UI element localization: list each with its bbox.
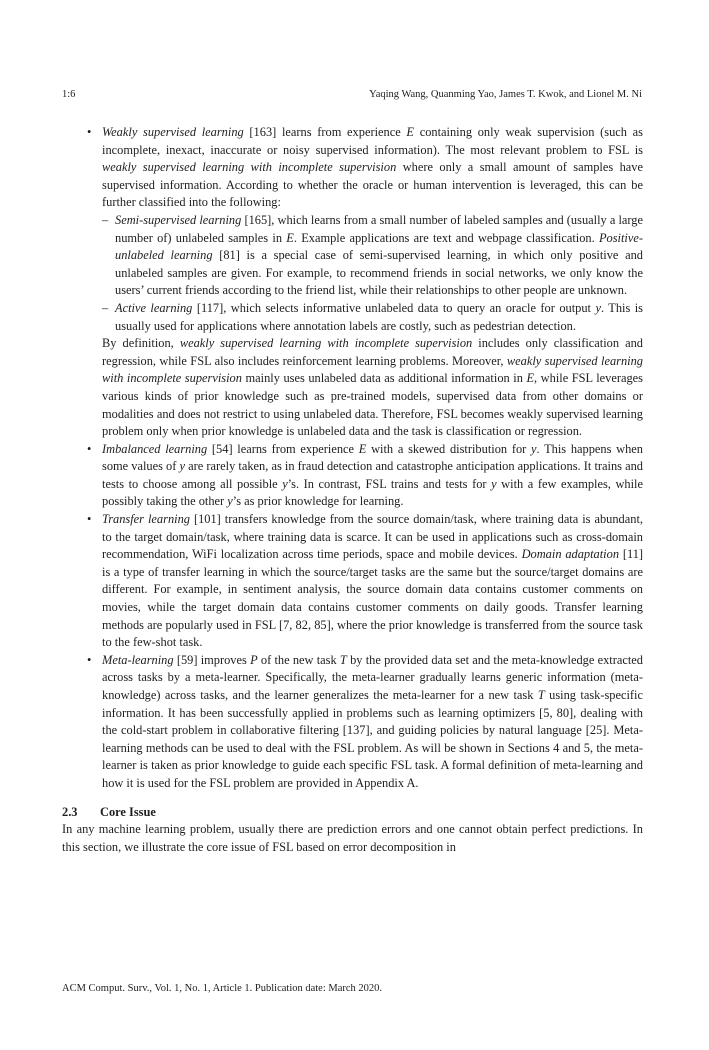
emphasis-incomplete-supervision: weakly supervised learning with incomplete supervision xyxy=(102,160,397,175)
term-weakly-supervised-learning: Weakly supervised learning xyxy=(102,125,244,139)
bullet-text: Transfer learning [101] transfers knowledge from the source domain/task, where training data is abundant, to the target domain/task, where training data is scarce. It can be used in applications such as cross-domain recommendation, WiFi localization across time periods, space and mobile devices. Domain adaptation [11] is a type of transfer learning in which the source/target tasks are the same but the source/target domains are different. For example, in sentiment analysis, the source domain data contains customer comments on movies, while the target domain data contains customer comments on daily goods. Transfer learning methods are popularly used in FSL [7, 82, 85], where the prior knowledge is transferred from the source task to the few-shot task. xyxy=(102,512,644,650)
page-footer: ACM Comput. Surv., Vol. 1, No. 1, Article 1. Publication date: March 2020. xyxy=(62,983,383,994)
sub-item-semi-supervised xyxy=(62,212,643,300)
term-domain-adaptation: Domain adaptation xyxy=(521,547,620,562)
term-imbalanced-learning: Imbalanced learning xyxy=(102,441,208,456)
term-active-learning: Active learning xyxy=(115,300,193,315)
sub-item-text: Active learning [117], which selects informative unlabeled data to query an oracle for output y. This is usually used for applications where annotation labels are costly, such as pedestrian detection. xyxy=(115,300,643,333)
sub-item-text: Semi-supervised learning [165], which learns from a small number of labeled samples and (usually a large number of) unlabeled samples in E. Example applications are text and webpage classification. Positive-unlabeled learning [81] is a special case of semi-supervised learning, in which only positive and unlabeled samples are given. For example, to recommend friends in social networks, we only know the users’ current friends according to the friend list, while their relationships to other people are unknown. xyxy=(115,212,644,298)
bullet-item-imbalanced-learning xyxy=(62,441,643,511)
bullet-text: Weakly supervised learning [163] learns from experience E containing only weak supervision (such as incomplete, inexact, inaccurate or noisy supervised information). The most relevant problem to FSL is weakly supervised learning with incomplete supervision where only a small amount of samples have supervised information. According to whether the oracle or human intervention is leveraged, this can be further classified into the following: xyxy=(102,125,644,210)
bullet-marker: • xyxy=(87,652,92,667)
section-heading xyxy=(62,804,643,822)
term-transfer-learning: Transfer learning xyxy=(102,512,190,527)
bullet-text: Imbalanced learning [54] learns from experience E with a skewed distribution for y. This happens when some values of y are rarely taken, as in fraud detection and catastrophe anticipation applications. It trains and tests to choose among all possible y’s. In contrast, FSL trains and tests for y with a few examples, while possibly taking the other y’s as prior knowledge for learning. xyxy=(102,441,643,509)
section-number: 2.3 xyxy=(62,804,78,819)
term-meta-learning: Meta-learning xyxy=(102,652,174,667)
page-number: 1:6 xyxy=(62,89,76,100)
bullet-item-weakly-supervised xyxy=(62,124,643,212)
bullet-marker: • xyxy=(87,125,92,139)
term-semi-supervised-learning: Semi-supervised learning xyxy=(115,212,242,227)
term-positive-unlabeled-learning: Positive-unlabeled learning xyxy=(115,230,643,263)
section-paragraph: In any machine learning problem, usually there are prediction errors and one cannot obtain perfect predictions. In this section, we illustrate the core issue of FSL based on error decomposition in xyxy=(62,822,643,854)
bullet-item-transfer-learning xyxy=(62,511,643,652)
section-title: Core Issue xyxy=(100,804,156,819)
dash-marker: – xyxy=(102,212,109,227)
bullet-marker: • xyxy=(87,512,92,527)
header-authors: Yaqing Wang, Quanming Yao, James T. Kwok, and Lionel M. Ni xyxy=(369,89,642,100)
bullet-item-meta-learning xyxy=(62,652,643,793)
definition-paragraph: By definition, weakly supervised learning with incomplete supervision includes only classification and regression, while FSL also includes reinforcement learning problems. Moreover, weakly supervised learning with incomplete supervision mainly uses unlabeled data as additional information in E, while FSL leverages various kinds of prior knowledge such as pre-trained models, supervised data from other domains or modalities and does not restrict to using unlabeled data. Therefore, FSL becomes weakly supervised learning problem only when prior knowledge is unlabeled data and the task is classification or regression. xyxy=(102,336,643,439)
sub-item-active-learning xyxy=(62,300,643,335)
running-header xyxy=(62,87,642,103)
bullet-marker: • xyxy=(87,441,92,456)
bullet-text: Meta-learning [59] improves P of the new task T by the provided data set and the meta-knowledge extracted across tasks by a meta-learner. Specifically, the meta-learner gradually learns generic information (meta-knowledge) across tasks, and the learner generalizes the meta-learner for a new task T using task-specific information. It has been successfully applied in problems such as learning optimizers [5, 80], dealing with the cold-start problem in collaborative filtering [137], and guiding policies by natural language [25]. Meta-learning methods can be used to deal with the FSL problem. As will be shown in Sections 4 and 5, the meta-learner is taken as prior knowledge to guide each specific FSL task. A formal definition of meta-learning and how it is used for the FSL problem are provided in Appendix A. xyxy=(102,652,643,790)
dash-marker: – xyxy=(102,300,109,315)
page-body xyxy=(62,124,643,856)
